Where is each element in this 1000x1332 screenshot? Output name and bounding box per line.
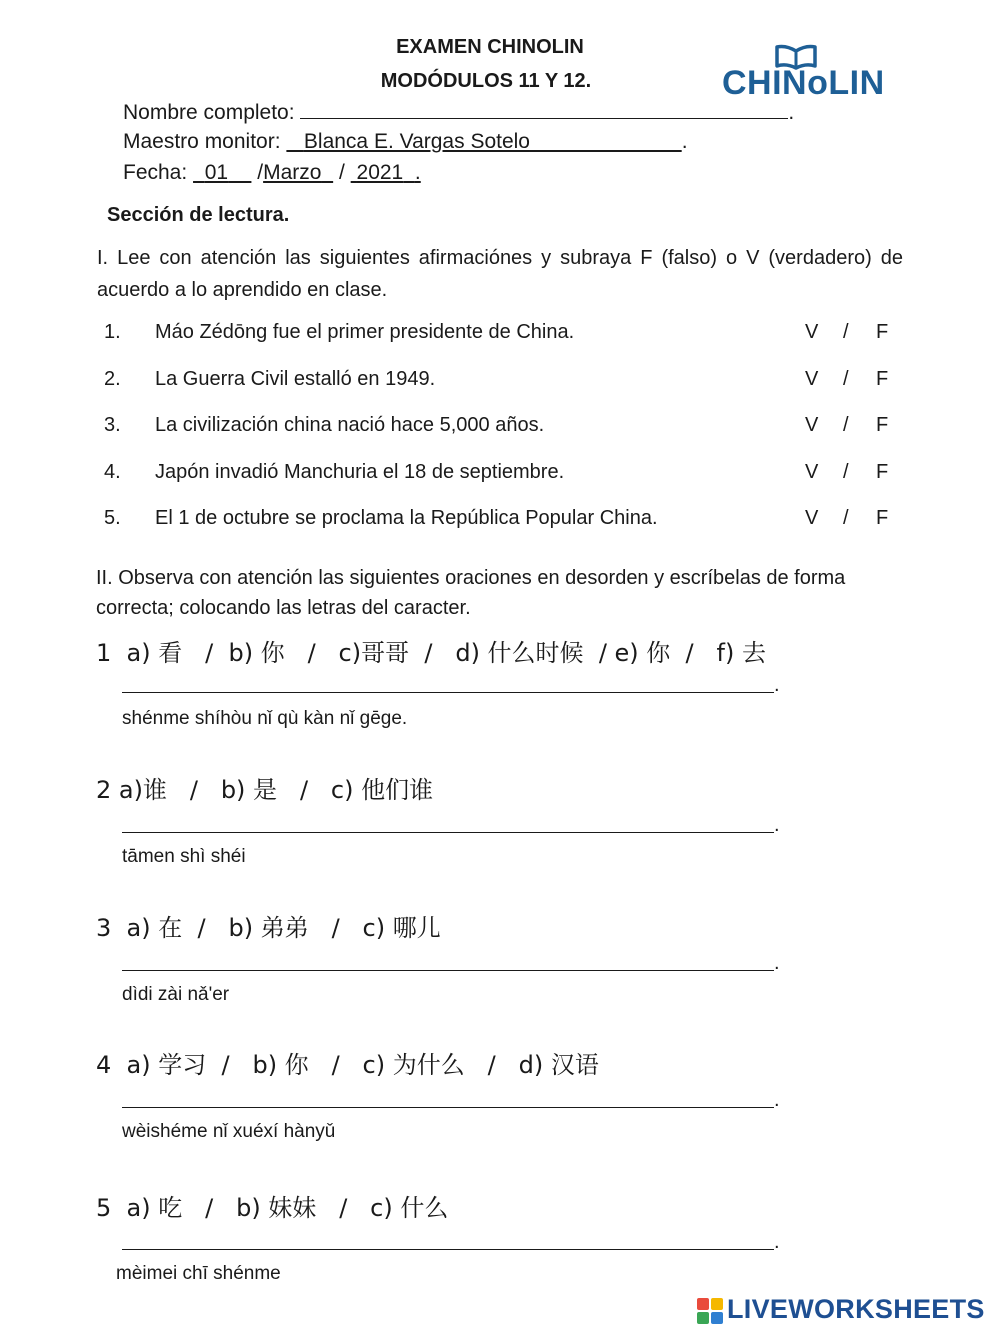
tf-number: 3. <box>104 414 121 436</box>
exercise-2-answer-line[interactable] <box>122 832 774 833</box>
exercise-2-characters: 2 a)谁 / b) 是 / c) 他们谁 <box>96 776 434 804</box>
false-option[interactable]: F <box>876 321 889 343</box>
true-option[interactable]: V <box>805 321 819 343</box>
answer-period: . <box>774 814 780 836</box>
true-option[interactable]: V <box>805 507 819 529</box>
exercise-4-pinyin: wèishéme nǐ xuéxí hànyǔ <box>122 1121 336 1142</box>
tf-statement: La civilización china nació hace 5,000 años. <box>155 414 545 436</box>
tf-number: 5. <box>104 507 121 529</box>
name-input-line[interactable] <box>300 98 788 119</box>
tf-number: 2. <box>104 368 121 390</box>
tf-separator: / <box>843 461 849 483</box>
false-option[interactable]: F <box>876 414 889 436</box>
name-label: Nombre completo: <box>123 101 301 124</box>
answer-period: . <box>774 1089 780 1111</box>
tf-separator: / <box>843 321 849 343</box>
part2-instructions: II. Observa con atención las siguientes oraciones en desorden y escríbelas de forma correcta; colocando las letras del caracter. <box>96 567 846 619</box>
exercise-5-answer-line[interactable] <box>122 1249 774 1250</box>
exercise-5-pinyin: mèimei chī shénme <box>116 1263 281 1284</box>
chinolin-logo: CHINoLIN <box>722 64 885 102</box>
exercise-3-characters: 3 a) 在 / b) 弟弟 / c) 哪儿 <box>96 914 441 942</box>
exam-subtitle: MODÓDULOS 11 Y 12. <box>380 70 592 92</box>
tf-separator: / <box>843 368 849 390</box>
exercise-2-pinyin: tāmen shì shéi <box>122 846 246 867</box>
answer-period: . <box>774 952 780 974</box>
exercise-4-characters: 4 a) 学习 / b) 你 / c) 为什么 / d) 汉语 <box>96 1051 599 1079</box>
tf-number: 1. <box>104 321 121 343</box>
exercise-3-pinyin: dìdi zài nǎ'er <box>122 984 230 1005</box>
teacher-period: . <box>681 130 688 153</box>
date-label: Fecha: <box>123 161 194 184</box>
teacher-value: Blanca E. Vargas Sotelo <box>303 130 530 153</box>
answer-period: . <box>774 674 780 696</box>
section-title: Sección de lectura. <box>107 204 290 226</box>
tf-statement: Japón invadió Manchuria el 18 de septiembre. <box>155 461 565 483</box>
tf-number: 4. <box>104 461 121 483</box>
date-field-row: Fecha: 01 /Marzo / 2021 . <box>123 161 421 184</box>
true-option[interactable]: V <box>805 368 819 390</box>
exercise-3-answer-line[interactable] <box>122 970 774 971</box>
exercise-1-pinyin: shénme shíhòu nǐ qù kàn nǐ gēge. <box>122 708 408 729</box>
exercise-1-answer-line[interactable] <box>122 692 774 693</box>
liveworksheets-logo-icon <box>697 1298 723 1324</box>
exercise-1-characters: 1 a) 看 / b) 你 / c)哥哥 / d) 什么时候 / e) 你 / f) 去 <box>96 639 766 667</box>
name-period: . <box>788 101 795 124</box>
tf-separator: / <box>843 414 849 436</box>
date-day: 01 <box>204 161 229 184</box>
tf-separator: / <box>843 507 849 529</box>
exercise-5-characters: 5 a) 吃 / b) 妹妹 / c) 什么 <box>96 1194 449 1222</box>
name-field-row <box>123 98 794 125</box>
false-option[interactable]: F <box>876 507 889 529</box>
false-option[interactable]: F <box>876 368 889 390</box>
false-option[interactable]: F <box>876 461 889 483</box>
exam-title: EXAMEN CHINOLIN <box>396 36 584 58</box>
answer-period: . <box>774 1231 780 1253</box>
tf-statement: La Guerra Civil estalló en 1949. <box>155 368 436 390</box>
part1-instructions: I. Lee con atención las siguientes afirmaciónes y subraya F (falso) o V (verdadero) de acuerdo a lo aprendido en clase. <box>97 247 903 301</box>
teacher-label: Maestro monitor: <box>123 130 287 153</box>
exercise-4-answer-line[interactable] <box>122 1107 774 1108</box>
liveworksheets-brand[interactable]: LIVEWORKSHEETS <box>727 1294 985 1324</box>
true-option[interactable]: V <box>805 414 819 436</box>
true-option[interactable]: V <box>805 461 819 483</box>
teacher-field-row <box>123 130 688 154</box>
tf-statement: El 1 de octubre se proclama la República Popular China. <box>155 507 658 529</box>
date-month: Marzo <box>263 161 322 184</box>
tf-statement: Máo Zédōng fue el primer presidente de China. <box>155 321 575 343</box>
date-year: 2021 . <box>356 161 421 184</box>
